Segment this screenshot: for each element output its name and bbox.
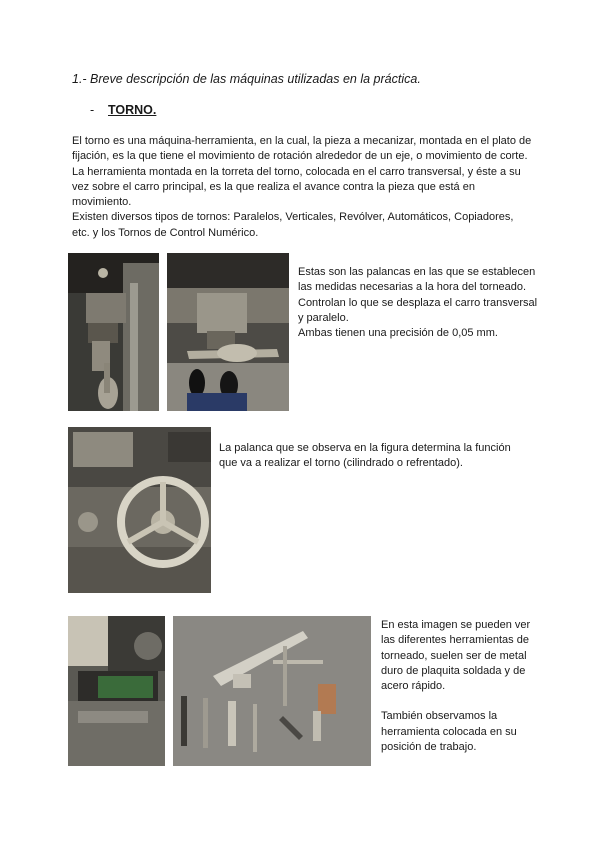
- caption-handwheel: La palanca que se observa en la figura determina la función que va a realizar el torno (cilindrado o refrentado).: [219, 442, 511, 470]
- photo-levers-floor: [167, 253, 289, 411]
- caption-levers-line-2: Controlan lo que se desplaza el carro transversal y paralelo.: [298, 296, 538, 324]
- caption-tools: [381, 618, 531, 755]
- caption-levers-line-1: Estas son las palancas en las que se establecen las medidas necesarias a la hora del torneado.: [298, 266, 536, 294]
- caption-tools-paragraph-1: En esta imagen se pueden ver las diferentes herramientas de torneado, suelen ser de metal duro de plaquita soldada y de acero rápido.: [381, 619, 531, 693]
- photo-handwheel: [68, 427, 211, 593]
- intro-text: [72, 134, 532, 241]
- caption-tools-paragraph-2: También observamos la herramienta colocada en su posición de trabajo.: [381, 710, 517, 754]
- photo-tools-table: [173, 616, 371, 766]
- intro-paragraph-1: El torno es una máquina-herramienta, en la cual, la pieza a mecanizar, montada en el plato de fijación, es la que tiene el movimiento de rotación alrededor de un eje, o movimiento de corte. La herramienta montada en la torreta del torno, colocada en el carro transversal, y éste a su vez sobre el carro principal, es la que realiza el avance contra la pieza que está en movimiento.: [72, 135, 532, 209]
- intro-paragraph-2: Existen diversos tipos de tornos: Paralelos, Verticales, Revólver, Automáticos, Copiadores, etc. y los Tornos de Control Numérico.: [72, 211, 514, 239]
- section-heading: 1.- Breve descripción de las máquinas utilizadas en la práctica.: [72, 72, 421, 86]
- photo-tool-post: [68, 616, 165, 766]
- subsection-heading: [90, 103, 156, 117]
- caption-levers: [298, 265, 538, 341]
- subsection-title: TORNO.: [108, 103, 157, 117]
- bullet: -: [90, 103, 95, 117]
- caption-levers-line-3: Ambas tienen una precisión de 0,05 mm.: [298, 327, 498, 340]
- photo-lever-closeup: [68, 253, 159, 411]
